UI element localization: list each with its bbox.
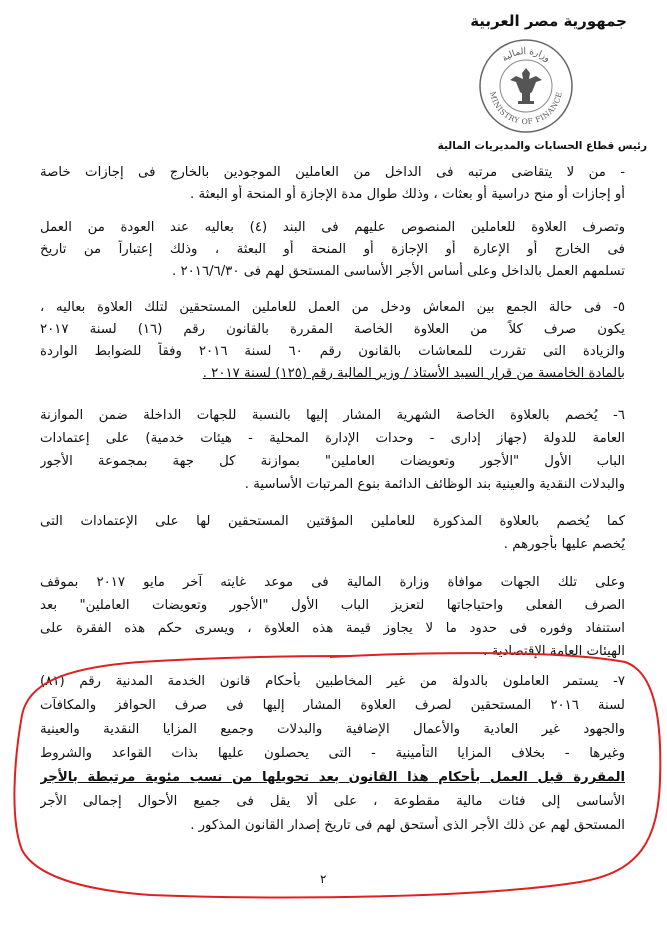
department-title: رئيس قطاع الحسابات والمديريات المالية <box>437 140 647 152</box>
text-line: كما يُخصم بالعلاوة المذكورة للعاملين المؤقتين المستحقين لها على الإعتمادات التى <box>40 514 625 529</box>
country-title: جمهورية مصر العربية <box>470 12 627 30</box>
text-line: الباب الأول "الأجور وتعويضات العاملين" بموازنة كل جهة بمجموعة الأجور <box>40 454 625 469</box>
page-number: ٢ <box>320 872 327 886</box>
text-line: يُخصم عليها بأجورهم . <box>503 537 625 552</box>
text-line: والبدلات النقدية والعينية بند الوظائف الدائمة بنوع المرتبات الأساسية . <box>244 477 625 492</box>
text-line: الأساسى إلى فئات مالية مقطوعة ، على ألا يقل فى جميع الأحوال إجمالى الأجر <box>40 794 625 809</box>
text-line: وتصرف العلاوة للعاملين المنصوص عليهم فى البند (٤) بعاليه عند العودة من العمل <box>40 220 625 235</box>
text-line-underlined: بالمادة الخامسة من قرار السيد الأستاذ / وزير المالية رقم (١٢٥) لسنة ٢٠١٧ . <box>202 366 625 381</box>
text-line: الهيئات العامة الإقتصادية . <box>483 644 625 659</box>
eagle-emblem-icon <box>510 68 542 104</box>
text-line: - من لا يتقاضى مرتبه فى الداخل من العاملين الموجودين بالخارج فى إجازات خاصة <box>40 165 625 180</box>
ministry-seal <box>478 38 574 134</box>
svg-text:MINISTRY OF FINANCE: MINISTRY OF FINANCE <box>488 90 564 127</box>
text-line: وعلى تلك الجهات موافاة وزارة المالية فى موعد غايته آخر مايو ٢٠١٧ بموقف <box>40 575 625 590</box>
text-line: الصرف الفعلى واحتياجاتها لتعزيز الباب الأول "الأجور وتعويضات العاملين" بعد <box>40 598 625 613</box>
text-line: لسنة ٢٠١٦ المستحقين لصرف العلاوة المشار إليها فى صرف الحوافز والمكافآت <box>40 698 625 713</box>
text-line: ٦- يُخصم بالعلاوة الخاصة الشهرية المشار إليها بالنسبة للجهات الداخلة ضمن الموازنة <box>40 408 625 423</box>
text-line: ٧- يستمر العاملون بالدولة من غير المخاطبين بأحكام قانون الخدمة المدنية رقم (٨١) <box>40 674 625 689</box>
text-line: العامة للدولة (جهاز إدارى - وحدات الإدارة المحلية - هيئات خدمية) على إعتمادات <box>40 431 625 446</box>
text-line: والزيادة التى تقررت للمعاشات بالقانون رقم ٦٠ لسنة ٢٠١٦ وفقاً للضوابط الواردة <box>40 344 625 359</box>
text-line: فى الخارج أو الإعارة أو الإجازة أو المنحة أو البعثة ، وذلك إعتباراً من تاريخ <box>40 242 625 257</box>
text-line: المستحق لهم عن ذلك الأجر الذى أستحق لهم فى تاريخ إصدار القانون المذكور . <box>190 818 625 833</box>
text-line-bold: المقررة قبل العمل بأحكام هذا القانون بعد تحويلها من نسب مئوية مرتبطة بالأجر <box>40 770 625 785</box>
text-line: ٥- فى حالة الجمع بين المعاش ودخل من العمل للعاملين المستحقين لتلك العلاوة بعاليه ، <box>40 300 625 315</box>
text-line: وغيرها - بخلاف المزايا التأمينية - التى يحصلون عليها بذات القواعد والشروط <box>40 746 625 761</box>
text-line: استنفاد وفوره فى حدود ما لا يجاوز قيمة هذه العلاوة ، ويسرى حكم هذه الفقرة على <box>40 621 625 636</box>
svg-text:وزارة المالية: وزارة المالية <box>500 46 552 65</box>
text-line: أو إجازات أو منح دراسية أو بعثات ، وذلك طوال مدة الإجازة أو المنحة أو البعثة . <box>190 187 625 202</box>
text-line: والجهود غير العادية والأعمال الإضافية والبدلات وجميع المزايا النقدية والعينية <box>40 722 625 737</box>
text-line: تسلمهم العمل بالداخل وعلى أساس الأجر الأساسى المستحق لهم فى ٢٠١٦/٦/٣٠ . <box>172 264 625 279</box>
text-line: يكون صرف كلاً من العلاوة الخاصة المقررة بالقانون رقم (١٦) لسنة ٢٠١٧ <box>40 322 625 337</box>
